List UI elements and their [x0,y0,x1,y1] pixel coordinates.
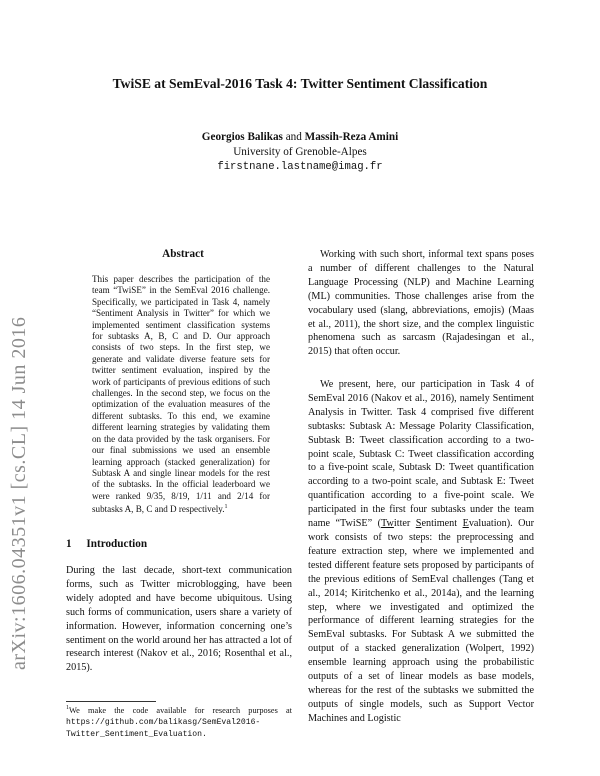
abstract-body [92,274,270,516]
author-name: Georgios Balikas [201,131,283,143]
right-paragraph-2-text: We present, here, our participation in Task 4 of SemEval 2016 (Nakov et al., 2016), namely Sentiment Analysis in Twitter. Task 4 comprised five different subtasks: Subtask A: Message Polarity Classification, Subtask B: Tweet classification according to a two-point scale, Subtask C: Tweet classification according to a five-point scale, Subtask D: Tweet quantification according to a two-point scale, and Subtask E: Tweet quantification according to a five-point scale. We participated in the first four subtasks under the team name “TwiSE” ( [308,379,534,530]
abstract-heading: Abstract [162,248,204,260]
intro-paragraph: During the last decade, short-text communication forms, such as Twitter microblogging, have been widely adopted and have become ubiquitous. Using such forms of communication, users share a variety of information. However, information concerning one’s sentiment on the world around her has attracted a lot of research interest (Nakov et al., 2016; Rosenthal et al., 2015). [66,565,292,674]
paper-title: TwiSE at SemEval-2016 Task 4: Twitter Sentiment Classification [112,76,488,91]
footnote-text: We make the code available for research purposes at [69,705,292,715]
footnote-url[interactable]: https://github.com/balikasg/SemEval2016-Twitter_Sentiment_Evaluation. [66,717,261,740]
arxiv-stamp: arXiv:1606.04351v1 [cs.CL] 14 Jun 2016 [7,316,30,670]
footnote-divider [66,701,156,702]
abstract-text: This paper describes the participation of the team “TwiSE” in the SemEval 2016 challenge. Specifically, we participated in Task 4, namely “Sentiment Analysis in Twitter” for which we implemented sentiment classification systems for subtasks A, B, C and D. Our approach consists of two steps. In the first step, we generate and validate diverse feature sets for twitter sentiment evaluation, inspired by the work of participants of previous editions of such challenges. In the second step, we focus on the optimization of the evaluation measures of the different subtasks. To this end, we examine different learning strategies by validating them on the data provided by the task organisers. For our final submissions we used an ensemble learning approach (stacked generalization) for Subtask A and single linear models for the rest of the subtasks. In the official leaderboard we were ranked 9/35, 8/19, 1/11 and 2/14 for subtasks A, B, C and D respectively. [92,274,270,515]
email: firstnane.lastname@imag.fr [217,161,383,173]
section-heading [66,538,296,550]
right-paragraph-2-cont: ). Our work consists of two steps: the preprocessing and feature extraction step, where we implemented and tested different feature sets proposed by participants of the previous editions of SemEval challenges (Tang et al., 2014; Kiritchenko et al., 2014a), and the learning step, where we investigated and optimized the performance of different learning strategies for the SemEval subtasks. For Subtask A we submitted the output of a stacked generalization (Wolpert, 1992) ensemble learning approach using the probabilistic outputs of a set of linear models as base models, whereas for the rest of the subtasks we submitted the outputs of single models, such as Support Vector Machines and Logistic [308,518,534,724]
acronym-letter: S [415,518,422,530]
footnote-ref[interactable]: 1 [224,504,228,511]
acronym-letter: E [462,518,469,530]
author-conjunction: and [285,131,302,143]
acronym-rest: entiment [421,518,463,530]
acronym-letter: Tw [381,518,394,530]
author-name: Massih-Reza Amini [304,131,399,143]
author-block [0,130,600,175]
affiliation: University of Grenoble-Alpes [233,146,367,158]
right-paragraph-2 [308,378,534,726]
footnote-mark: 1 [66,705,69,711]
footnote [66,703,292,740]
section-number: 1 [66,538,72,550]
acronym-rest: itter [393,518,416,530]
section-title: Introduction [86,538,148,550]
acronym-rest: valuation [468,518,507,530]
right-paragraph-1: Working with such short, informal text spans poses a number of different challenges to the Natural Language Processing (NLP) and Machine Learning (ML) communities. Those challenges arise from the vocabulary used (slang, abbreviations, emojis) (Maas et al., 2011), the short size, and the complex linguistic phenomena such as sarcasm (Rajadesingan et al., 2015) that often occur. [308,249,534,358]
